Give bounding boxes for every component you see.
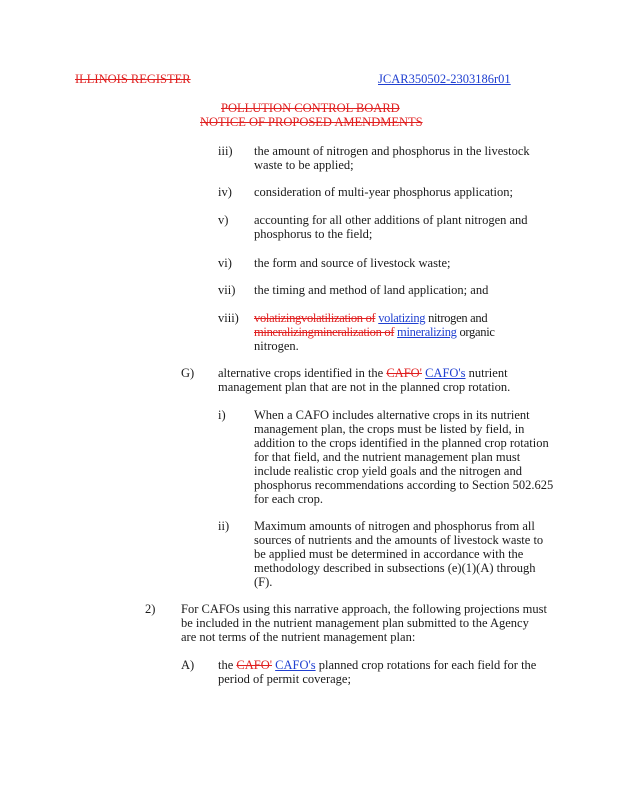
item-v-line2: phosphorus to the field;	[254, 227, 373, 241]
item-A-line1	[218, 658, 536, 673]
item-2-line3: are not terms of the nutrient management plan:	[181, 630, 416, 644]
deletion-mineralizing: mineralizing	[254, 325, 314, 339]
item-2-number: 2)	[145, 602, 156, 616]
deletion-volatizing: volatizing	[254, 311, 301, 325]
header-jcar-code: JCAR350502-2303186r01	[378, 72, 511, 86]
item-iv-text-a: consideration of multi-	[254, 185, 369, 199]
item-Gii-line3: be applied must be determined in accordance with the	[254, 547, 524, 561]
item-G-text-a: alternative crops identified in the	[218, 366, 387, 380]
item-G-number: G)	[181, 366, 195, 380]
item-Gi-line7: for each crop.	[254, 492, 324, 506]
item-A-text-b: planned crop rotations for each field for the	[315, 658, 537, 672]
title-notice: NOTICE OF PROPOSED AMENDMENTS	[200, 115, 423, 129]
item-vii-number: vii)	[218, 283, 236, 297]
item-Gi-number: i)	[218, 408, 226, 422]
item-A-number: A)	[181, 658, 195, 672]
item-iv-line1	[254, 185, 513, 200]
item-G-line1	[218, 366, 508, 381]
item-viii-line2	[254, 325, 495, 340]
item-G-text-b: nutrient	[468, 366, 508, 380]
item-A-text-a: the	[218, 658, 237, 672]
item-2-line2: be included in the nutrient management plan submitted to the Agency	[181, 616, 529, 630]
deletion-cafo-A: CAFO'	[236, 658, 273, 672]
item-Gi-line4: for that field, and the nutrient management plan must	[254, 450, 521, 464]
deletion-mineralization: mineralization of	[313, 325, 395, 339]
deletion-cafo: CAFO'	[386, 366, 422, 380]
insertion-volatizing: volatizing	[378, 311, 426, 325]
item-iii-line2: waste to be applied;	[254, 158, 354, 172]
item-iv-number: iv)	[218, 185, 232, 199]
item-viii-line1	[254, 311, 487, 326]
item-Gii-line2: sources of nutrients and the amounts of livestock waste to	[254, 533, 544, 547]
item-Gii-line1: Maximum amounts of nitrogen and phosphorus from all	[254, 519, 535, 533]
item-viii-number: viii)	[218, 311, 239, 325]
deletion-volatilization: volatilization of	[301, 311, 376, 325]
item-vii-line1: the timing and method of land application; and	[254, 283, 489, 297]
item-vi-line1: the form and source of livestock waste;	[254, 256, 451, 270]
item-iii-number: iii)	[218, 144, 233, 158]
item-iii-line1: the amount of nitrogen and phosphorus in the livestock	[254, 144, 530, 158]
item-Gi-line2: management plan, the crops must be listed by field, in	[254, 422, 525, 436]
title-board: POLLUTION CONTROL BOARD	[221, 101, 400, 115]
item-Gi-line1: When a CAFO includes alternative crops in its nutrient	[254, 408, 530, 422]
item-Gi-line6: phosphorus recommendations according to Section 502.625	[254, 478, 554, 492]
item-2-line1: For CAFOs using this narrative approach, the following projections must	[181, 602, 547, 616]
header-register-deleted: ILLINOIS REGISTER	[75, 72, 191, 86]
item-v-number: v)	[218, 213, 229, 227]
item-viii-line3: nitrogen.	[254, 339, 299, 353]
item-Gi-line3: addition to the crops identified in the planned crop rotation	[254, 436, 549, 450]
item-Gii-line4: methodology described in subsections (e)(1)(A) through	[254, 561, 536, 575]
insertion-cafos-A: CAFO's	[275, 658, 316, 672]
item-iv-text-b: year phosphorus application;	[368, 185, 513, 199]
insertion-cafos: CAFO's	[425, 366, 466, 380]
insertion-mineralizing: mineralizing	[397, 325, 457, 339]
item-viii-line2-end: organic	[459, 325, 495, 339]
item-vi-number: vi)	[218, 256, 232, 270]
item-Gii-line5: (F).	[254, 575, 273, 589]
item-Gii-number: ii)	[218, 519, 230, 533]
item-A-line2: period of permit coverage;	[218, 672, 351, 686]
item-G-line2: management plan that are not in the planned crop rotation.	[218, 380, 511, 394]
item-viii-line1-end: nitrogen and	[428, 311, 488, 325]
item-v-line1: accounting for all other additions of plant nitrogen and	[254, 213, 528, 227]
item-Gi-line5: include realistic crop yield goals and the nitrogen and	[254, 464, 522, 478]
